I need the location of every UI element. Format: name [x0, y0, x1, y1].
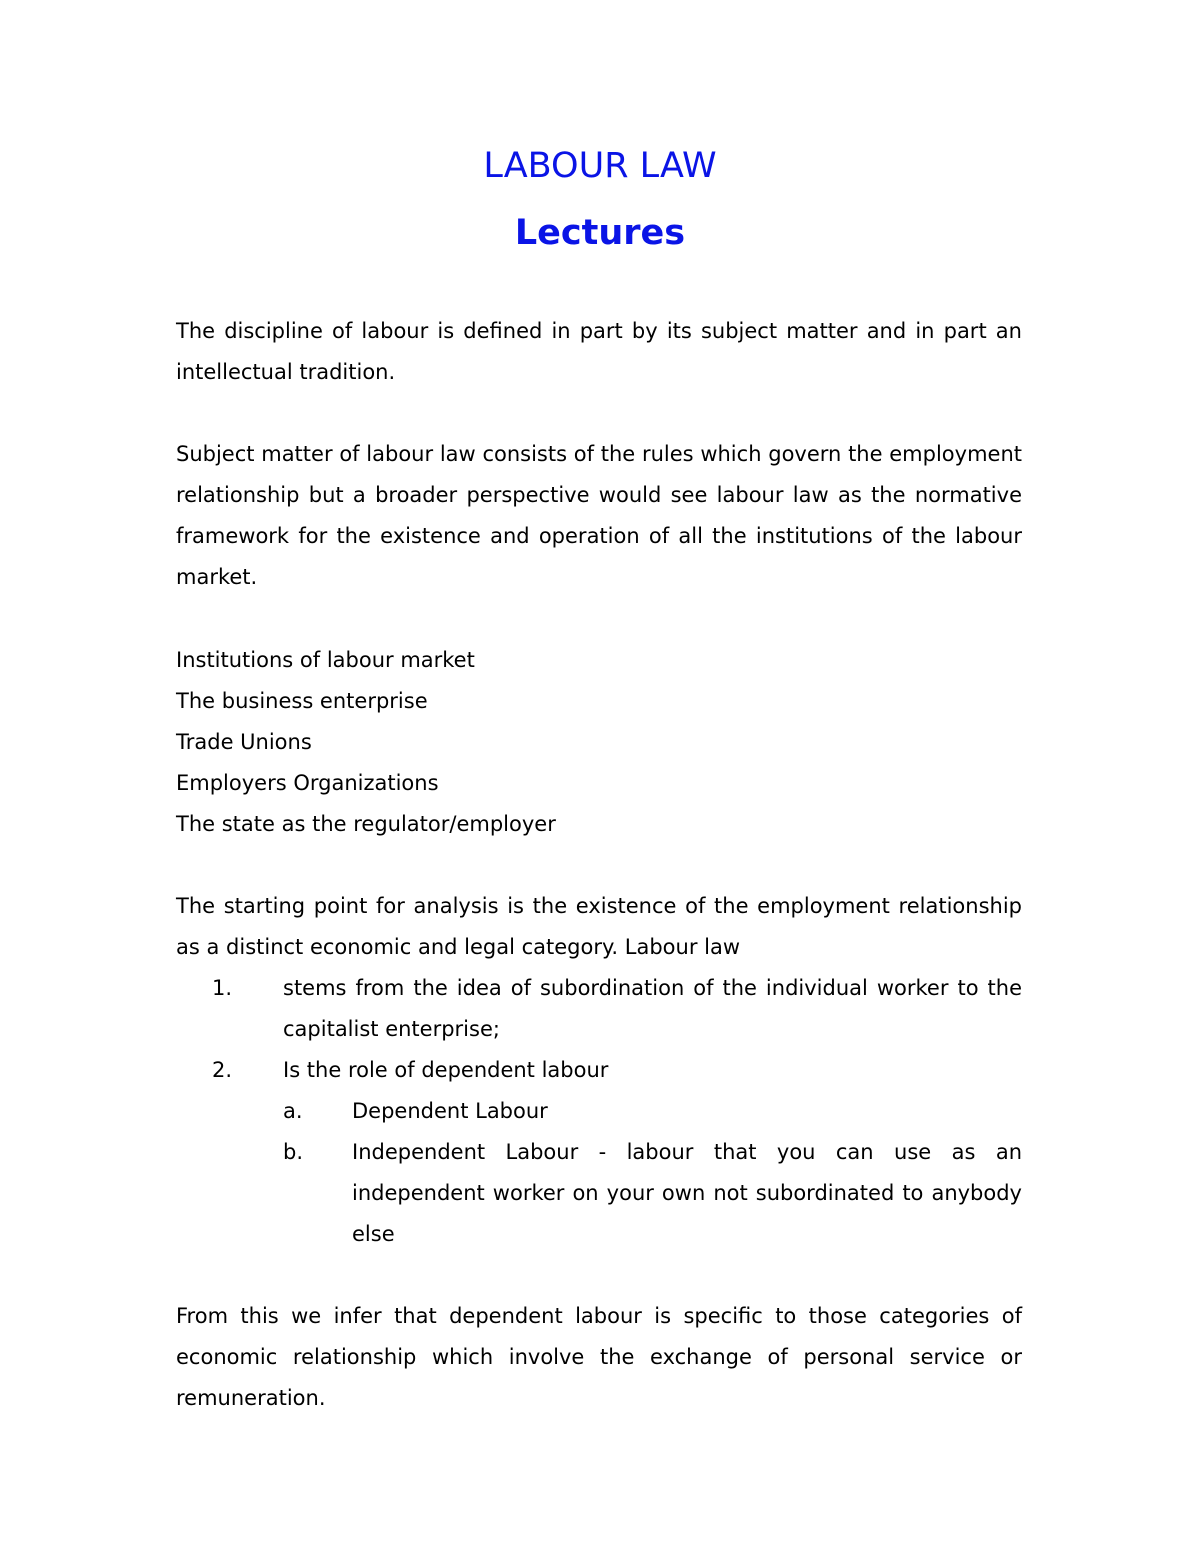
institution-item: The state as the regulator/employer — [176, 812, 556, 836]
sublist-marker: a. — [283, 1099, 303, 1123]
paragraph-inference: From this we infer that dependent labour is specific to those categories of economic relationship which involve the exchange of personal service or remuneration. — [176, 1304, 1022, 1410]
list-marker: 1. — [212, 976, 233, 1000]
list-item-text: Is the role of dependent labour — [283, 1058, 609, 1082]
paragraph-starting-point: The starting point for analysis is the existence of the employment relationship as a distinct economic and legal category. Labour law — [176, 894, 1022, 959]
paragraph-intro: The discipline of labour is defined in part by its subject matter and in part an intellectual tradition. — [176, 319, 1022, 384]
institution-item: The business enterprise — [176, 689, 428, 713]
sublist-item-text: Independent Labour - labour that you can use as an independent worker on your own not subordinated to anybody else — [352, 1140, 1022, 1246]
institution-item: Employers Organizations — [176, 771, 439, 795]
sublist-marker: b. — [283, 1140, 304, 1164]
list-item-text: stems from the idea of subordination of the individual worker to the capitalist enterprise; — [283, 976, 1022, 1041]
document-subtitle: Lectures — [514, 213, 686, 253]
institutions-heading: Institutions of labour market — [176, 648, 475, 672]
sublist-item-text: Dependent Labour — [352, 1099, 548, 1123]
institution-item: Trade Unions — [176, 730, 312, 754]
paragraph-subject-matter: Subject matter of labour law consists of the rules which govern the employment relationship but a broader perspective would see labour law as the normative framework for the existence and operation of all the institutions of the labour market. — [176, 442, 1022, 589]
document-title: LABOUR LAW — [483, 146, 717, 186]
list-marker: 2. — [212, 1058, 233, 1082]
institutions-list — [176, 640, 1022, 845]
